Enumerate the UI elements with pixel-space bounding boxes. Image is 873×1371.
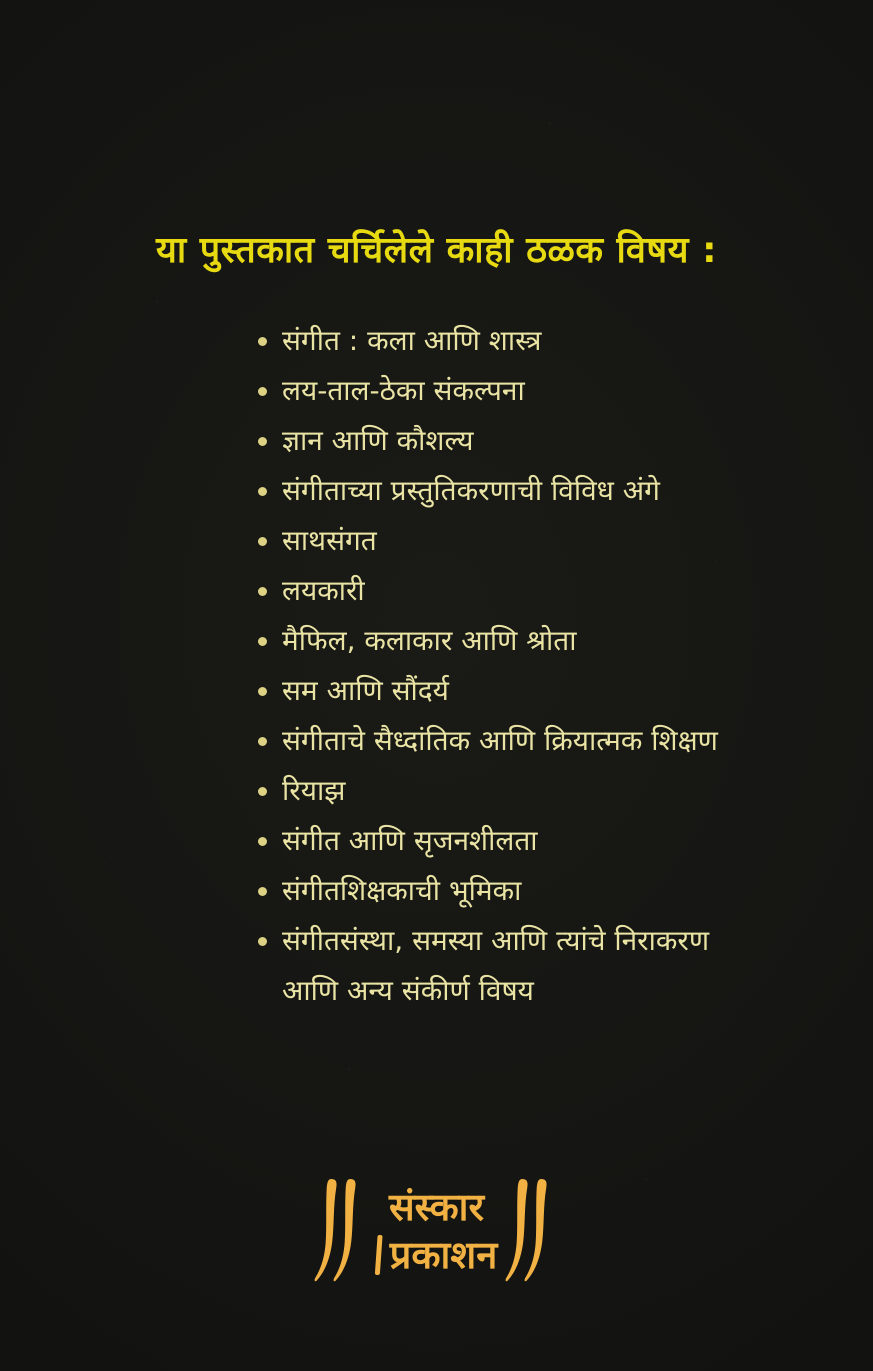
bullet-icon bbox=[258, 537, 267, 546]
topic-text: मैफिल, कलाकार आणि श्रोता bbox=[282, 624, 577, 657]
page-title: या पुस्तकात चर्चिलेले काही ठळक विषय : bbox=[156, 230, 717, 271]
list-item bbox=[256, 566, 803, 616]
publisher-name bbox=[372, 1183, 502, 1279]
list-item bbox=[256, 816, 803, 866]
topic-text: आणि अन्य संकीर्ण विषय bbox=[282, 974, 534, 1007]
double-danda-right-icon bbox=[505, 1178, 559, 1284]
topic-text: संगीत : कला आणि शास्त्र bbox=[282, 324, 542, 357]
topic-text: साथसंगत bbox=[282, 524, 377, 557]
bullet-icon bbox=[258, 737, 267, 746]
topic-text: संगीताच्या प्रस्तुतिकरणाची विविध अंगे bbox=[282, 474, 660, 507]
topic-text: लय-ताल-ठेका संकल्पना bbox=[282, 374, 525, 407]
topic-continuation-line bbox=[256, 966, 803, 1016]
bullet-icon bbox=[258, 437, 267, 446]
publisher-logo bbox=[314, 1178, 560, 1284]
topic-text: सम आणि सौंदर्य bbox=[282, 674, 449, 707]
bullet-icon bbox=[258, 587, 267, 596]
publisher-name-line1: संस्कार bbox=[388, 1185, 485, 1229]
list-item bbox=[256, 316, 803, 366]
topic-text: संगीत आणि सृजनशीलता bbox=[282, 824, 538, 857]
bullet-icon bbox=[258, 387, 267, 396]
list-item bbox=[256, 416, 803, 466]
topic-text: लयकारी bbox=[282, 574, 365, 607]
bullet-icon bbox=[258, 637, 267, 646]
topic-text: ज्ञान आणि कौशल्य bbox=[282, 424, 474, 457]
list-item bbox=[256, 766, 803, 816]
list-item bbox=[256, 366, 803, 416]
list-item bbox=[256, 616, 803, 666]
list-item bbox=[256, 466, 803, 516]
topic-text: संगीताचे सैध्दांतिक आणि क्रियात्मक शिक्षण bbox=[282, 724, 718, 757]
list-item bbox=[256, 866, 803, 916]
bullet-icon bbox=[258, 887, 267, 896]
bullet-icon bbox=[258, 787, 267, 796]
list-item bbox=[256, 916, 803, 966]
topic-text: रियाझ bbox=[282, 774, 346, 807]
topic-text: संगीतसंस्था, समस्या आणि त्यांचे निराकरण bbox=[282, 924, 710, 957]
topics-list bbox=[256, 316, 803, 1016]
bullet-icon bbox=[258, 937, 267, 946]
list-item bbox=[256, 666, 803, 716]
publisher-name-line2: प्रकाशन bbox=[389, 1233, 498, 1277]
double-danda-left-icon bbox=[314, 1178, 368, 1284]
bullet-icon bbox=[258, 337, 267, 346]
list-item bbox=[256, 716, 803, 766]
bullet-icon bbox=[258, 687, 267, 696]
topic-text: संगीतशिक्षकाची भूमिका bbox=[282, 874, 522, 907]
danda-icon bbox=[374, 1235, 382, 1275]
list-item bbox=[256, 516, 803, 566]
bullet-icon bbox=[258, 837, 267, 846]
bullet-icon bbox=[258, 487, 267, 496]
